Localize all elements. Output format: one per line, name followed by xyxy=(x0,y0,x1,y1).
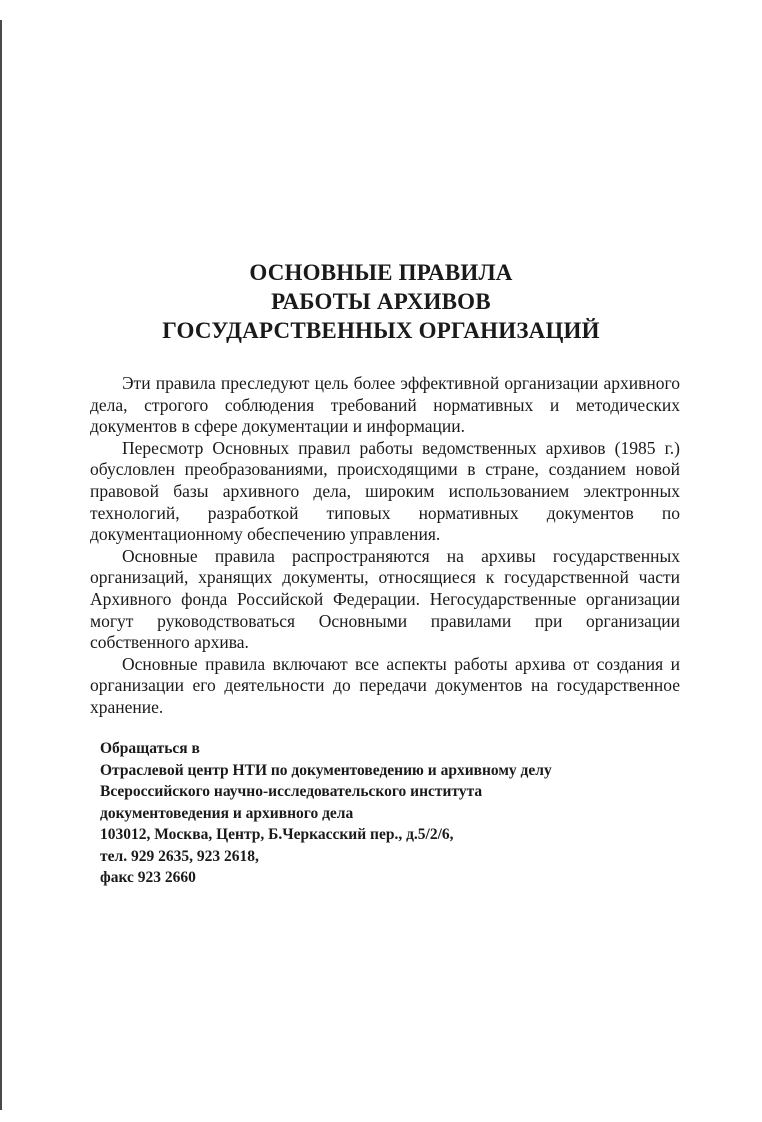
page-edge-border xyxy=(0,20,2,1110)
title-line-3: ГОСУДАРСТВЕННЫХ ОРГАНИЗАЦИЙ xyxy=(162,318,600,343)
contact-phone: тел. 929 2635, 923 2618, xyxy=(100,847,259,865)
paragraph-purpose: Эти правила преследуют цель более эффективной организации архивного дела, строгого соблюдения требований нормативных и методических документов в сфере документации и информации. xyxy=(90,373,680,437)
contact-organization: Отраслевой центр НТИ по документоведению и архивному делу xyxy=(100,761,552,779)
contact-fax: факс 923 2660 xyxy=(100,869,196,886)
contact-institute: Всероссийского научно-исследовательского института xyxy=(100,783,483,800)
paragraph-revision: Пересмотр Основных правил работы ведомственных архивов (1985 г.) обусловлен преобразованиями, происходящими в стране, созданием новой правовой базы архивного дела, широким использованием электронных технологий, разработкой типовых нормативных документов по документационному обеспечению управления. xyxy=(90,437,680,545)
paragraph-contents: Основные правила включают все аспекты работы архива от создания и организации его деятельности до передачи документов на государственное хранение. xyxy=(90,653,680,717)
document-body xyxy=(90,373,680,719)
title-line-2: РАБОТЫ АРХИВОВ xyxy=(271,289,491,314)
document-title xyxy=(0,258,762,345)
contact-intro: Обращаться в xyxy=(100,740,200,757)
title-line-1: ОСНОВНЫЕ ПРАВИЛА xyxy=(249,260,513,285)
contact-institute-continued: документоведения и архивного дела xyxy=(100,804,354,822)
contact-block xyxy=(100,738,720,889)
contact-address: 103012, Москва, Центр, Б.Черкасский пер., д.5/2/6, xyxy=(100,826,454,843)
paragraph-scope: Основные правила распространяются на архивы государственных организаций, хранящих документы, относящиеся к государственной части Архивного фонда Российской Федерации. Негосударственные организации могут руководствоваться Основными правилами при организации собственного архива. xyxy=(90,545,680,653)
